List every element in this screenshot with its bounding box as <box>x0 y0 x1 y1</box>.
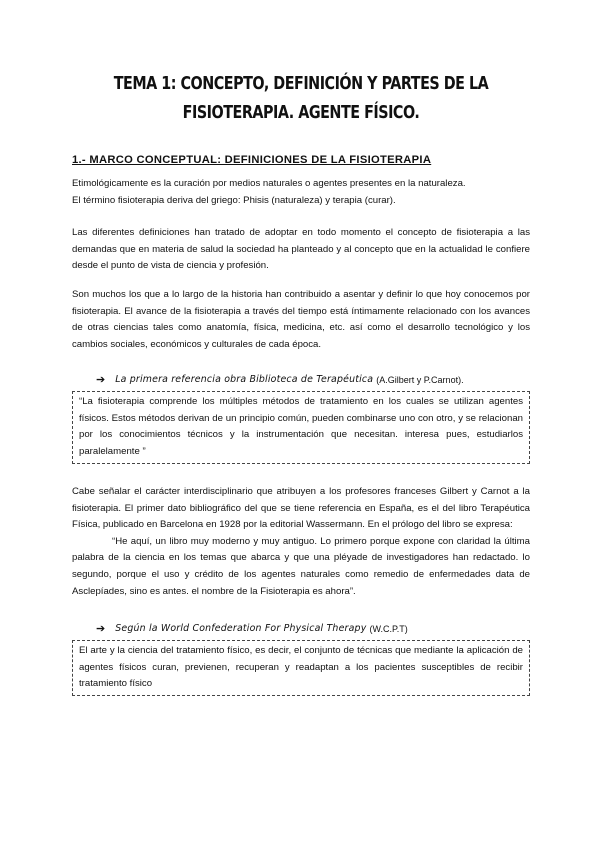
arrow-right-icon: ➔ <box>96 374 106 387</box>
etymology-line-1: Etimológicamente es la curación por medios naturales o agentes presentes en la naturaleza. <box>72 178 466 189</box>
quote-prologue: “He aquí, un libro muy moderno y muy antiguo. Lo primero porque expone con claridad la última palabra de la ciencia en los temas que abarca y que una pléyade de investigadores han redactado. lo segundo, porque el uso y crédito de los agentes naturales como remedio de enfermedades data de Asclepíades, sino es antes. el nombre de la Fisioterapia es ahora”. <box>72 535 530 597</box>
etymology-block <box>72 176 530 209</box>
reference-credit: (W.C.P.T) <box>369 623 408 634</box>
arrow-right-icon: ➔ <box>96 623 106 636</box>
reference-bullet-2 <box>96 622 530 635</box>
quote-text-1: “La fisioterapia comprende los múltiples métodos de tratamiento en los cuales se utilizan agentes físicos. Estos métodos derivan de un principio común, pueden combinarse uno con otro, y se relacionan por los conocimientos técnicos y la instrumentación que necesitan. interesa pues, estudiarlos paralelamente ” <box>79 396 523 457</box>
reference-bullet-1 <box>96 373 530 386</box>
paragraph-definitions: Las diferentes definiciones han tratado de adoptar en todo momento el concepto de fisioterapia a las demandas que en materia de salud la sociedad ha planteado y al concepto que en la actualidad le confiere desde el punto de vista de ciencia y profesión. <box>72 227 530 272</box>
definition-box-wcpt <box>72 640 530 696</box>
page-title <box>113 70 489 128</box>
section-heading: 1.- MARCO CONCEPTUAL: DEFINICIONES DE LA FISIOTERAPIA <box>72 154 432 166</box>
document-page <box>72 70 530 696</box>
title-line-1: TEMA 1: CONCEPTO, DEFINICIÓN Y PARTES DE LA <box>113 74 489 94</box>
paragraph-gilbert-carnot: Cabe señalar el carácter interdisciplinario que atribuyen a los profesores franceses Gilbert y Carnot a la fisioterapia. El primer dato bibliográfico del que se tiene referencia en España, es el del libro Terapéutica Física, publicado en Barcelona en 1928 por la editorial Wassermann. En el prólogo del libro se expresa: <box>72 485 530 531</box>
definition-text-wcpt: El arte y la ciencia del tratamiento físico, es decir, el conjunto de técnicas que mediante la aplicación de agentes físicos curan, previenen, recuperan y readaptan a los pacientes susceptibles de recibir tratamiento físico <box>79 645 523 689</box>
paragraph-history: Son muchos los que a lo largo de la historia han contribuido a asentar y definir lo que hoy conocemos por fisioterapia. El avance de la fisioterapia a través del tiempo está íntimamente relacionado con los avances de otras ciencias tales como anatomía, física, medicina, etc. así como el desarrollo tecnológico y los cambios sociales, económicos y culturales de cada época. <box>72 288 530 350</box>
reference-title: La primera referencia obra Biblioteca de Terapéutica <box>115 374 374 386</box>
quote-box-1 <box>72 391 530 464</box>
reference-title: Según la World Confederation For Physical Therapy <box>115 623 367 635</box>
etymology-line-2: El término fisioterapia deriva del griego: Phisis (naturaleza) y terapia (curar). <box>72 194 396 206</box>
title-line-2: FISIOTERAPIA. AGENTE FÍSICO. <box>182 103 420 123</box>
reference-credit: (A.Gilbert y P.Carnot). <box>376 374 464 385</box>
